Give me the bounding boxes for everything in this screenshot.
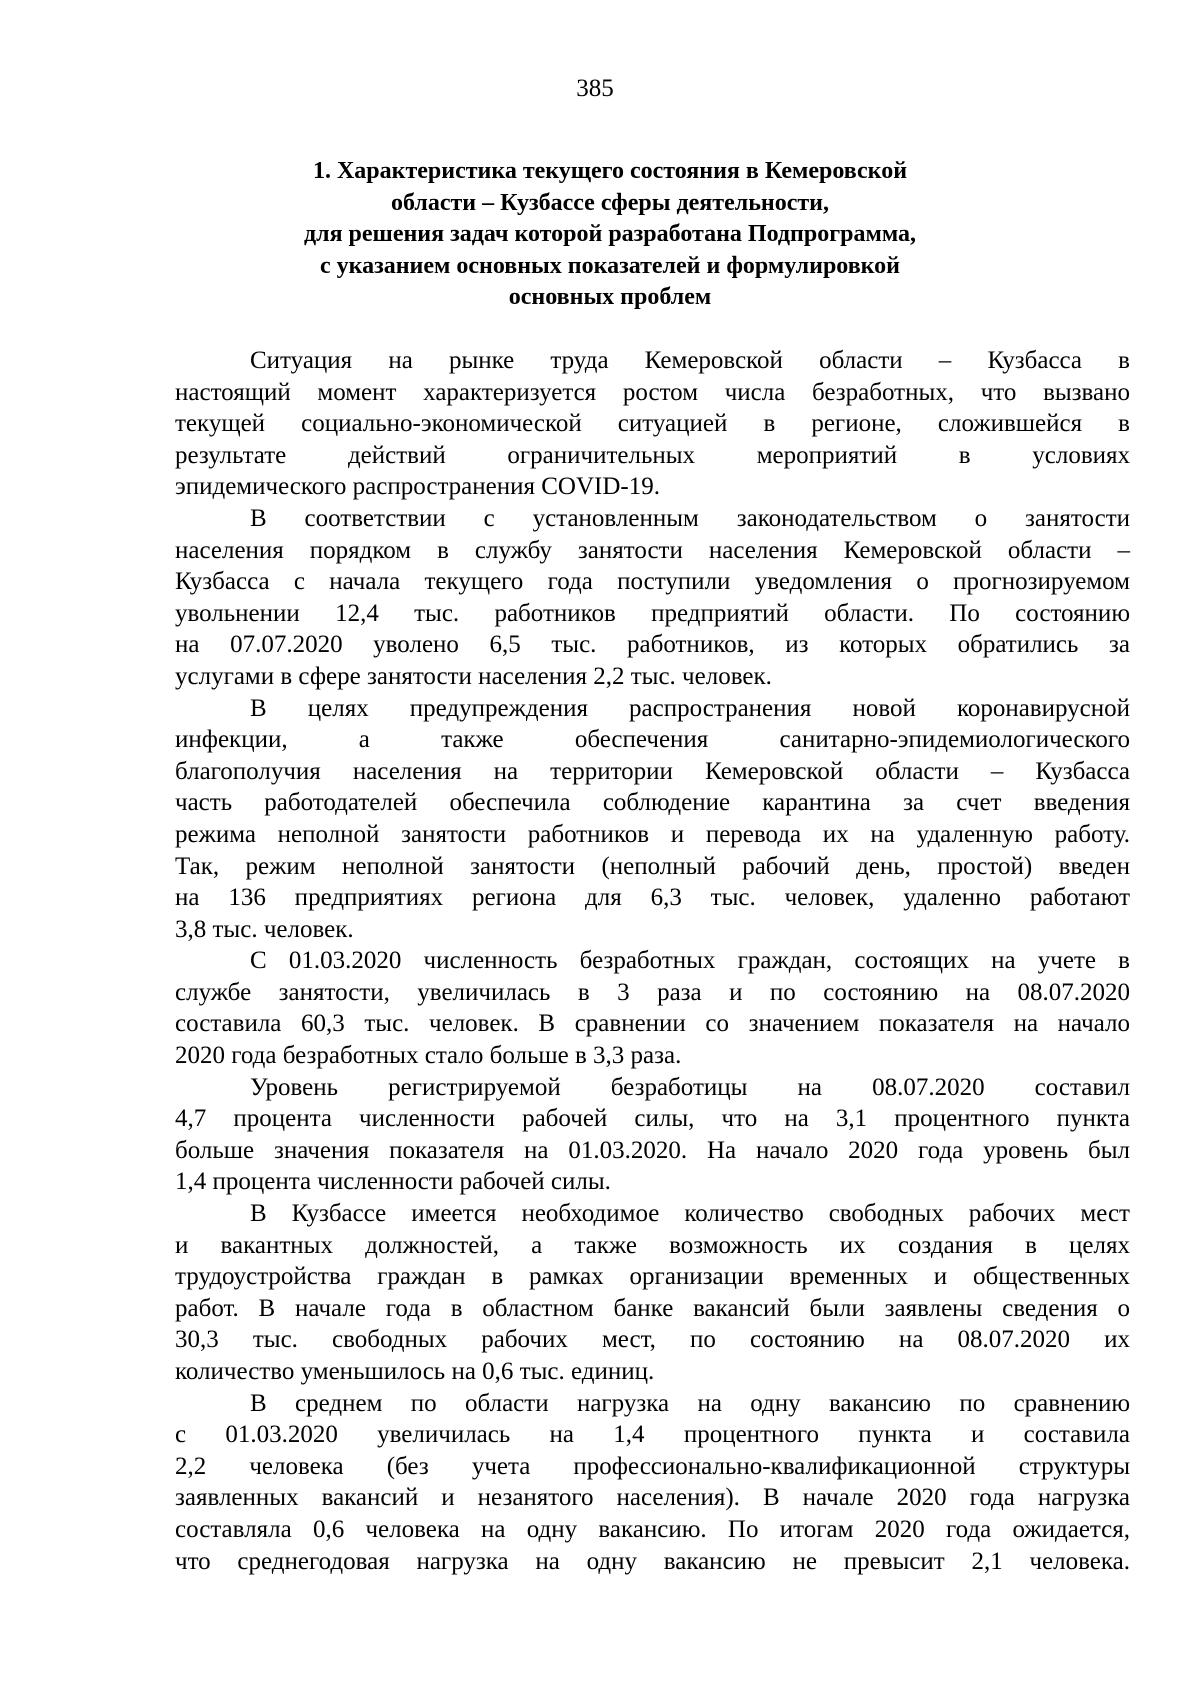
text-line: 30,3 тыс. свободных рабочих мест, по состоянию на 08.07.2020 их [175,1326,1130,1354]
text-line: настоящий момент характеризуется ростом числа безработных, что вызвано [175,378,1130,406]
heading-line: 1. Характеристика текущего состояния в Кемеровской [312,158,908,184]
paragraph-dismissals [175,503,1130,693]
text-line: В среднем по области нагрузка на одну вакансию по сравнению [250,1389,1130,1417]
text-line: благополучия населения на территории Кемеровской области – Кузбасса [175,757,1130,785]
text-line: Кузбасса с начала текущего года поступили уведомления о прогнозируемом [175,568,1130,596]
text-line: работ. В начале года в областном банке вакансий были заявлены сведения о [175,1294,1130,1322]
text-line: составляла 0,6 человека на одну вакансию. По итогам 2020 года ожидается, [175,1515,1130,1543]
text-line: текущей социально-экономической ситуацией в регионе, сложившейся в [175,410,1130,438]
text-line: услугами в сфере занятости населения 2,2 тыс. человек. [175,662,772,690]
text-line: часть работодателей обеспечила соблюдение карантина за счет введения [175,789,1130,817]
text-line: эпидемического распространения COVID-19. [175,473,660,501]
text-line: с 01.03.2020 увеличилась на 1,4 процентного пункта и составила [175,1421,1130,1449]
text-line: Ситуация на рынке труда Кемеровской области – Кузбасса в [250,347,1130,374]
text-line: С 01.03.2020 численность безработных граждан, состоящих на учете в [250,947,1130,975]
paragraph-unemployed-count [175,945,1130,1071]
heading-line: для решения задач которой разработана Подпрограмма, [303,221,917,247]
text-line: службе занятости, увеличилась в 3 раза и по состоянию на 08.07.2020 [175,978,1130,1006]
heading-line: основных проблем [508,284,712,310]
text-line: населения порядком в службу занятости населения Кемеровской области – [175,536,1130,564]
text-line: 2020 года безработных стало больше в 3,3 раза. [175,1042,682,1070]
text-line: больше значения показателя на 01.03.2020. На начало 2020 года уровень был [175,1136,1130,1164]
page-number: 385 [576,75,614,102]
text-line: и вакантных должностей, а также возможность их создания в целях [175,1231,1130,1259]
text-line: на 07.07.2020 уволено 6,5 тыс. работников, из которых обратились за [175,631,1130,659]
text-line: увольнении 12,4 тыс. работников предприятий области. По состоянию [175,599,1130,627]
paragraph-vacancy-load [175,1388,1130,1578]
paragraph-quarantine [175,693,1130,946]
section-heading [280,156,940,314]
text-line: 4,7 процента численности рабочей силы, что на 3,1 процентного пункта [175,1105,1130,1133]
paragraph-vacancies [175,1198,1130,1388]
text-line: заявленных вакансий и незанятого населения). В начале 2020 года нагрузка [175,1484,1130,1512]
heading-line: с указанием основных показателей и формулировкой [319,252,901,279]
heading-line: области – Кузбассе сферы деятельности, [391,189,829,216]
text-line: на 136 предприятиях региона для 6,3 тыс. человек, удаленно работают [175,884,1130,912]
text-line: инфекции, а также обеспечения санитарно-эпидемиологического [175,726,1130,754]
text-line: что среднегодовая нагрузка на одну вакансию не превысит 2,1 человека. [175,1547,1130,1575]
text-line: результате действий ограничительных мероприятий в условиях [175,441,1130,469]
text-line: составила 60,3 тыс. человек. В сравнении со значением показателя на начало [175,1010,1130,1038]
text-line: 1,4 процента численности рабочей силы. [175,1168,611,1196]
text-line: режима неполной занятости работников и перевода их на удаленную работу. [175,820,1130,848]
text-line: Уровень регистрируемой безработицы на 08.07.2020 составил [250,1073,1130,1101]
text-line: В целях предупреждения распространения новой коронавирусной [250,694,1130,722]
text-line: 3,8 тыс. человек. [175,915,354,943]
text-line: Так, режим неполной занятости (неполный рабочий день, простой) введен [175,852,1130,880]
text-line: трудоустройства граждан в рамках организации временных и общественных [175,1263,1130,1291]
text-line: В соответствии с установленным законодательством о занятости [250,504,1130,532]
text-line: 2,2 человека (без учета профессионально-квалификационной структуры [175,1452,1130,1480]
paragraph-unemployment-rate [175,1072,1130,1198]
text-line: количество уменьшилось на 0,6 тыс. единиц. [175,1358,655,1385]
text-line: В Кузбассе имеется необходимое количество свободных рабочих мест [250,1200,1130,1228]
paragraph-labor-market [175,345,1130,503]
body-text [175,345,1130,1577]
